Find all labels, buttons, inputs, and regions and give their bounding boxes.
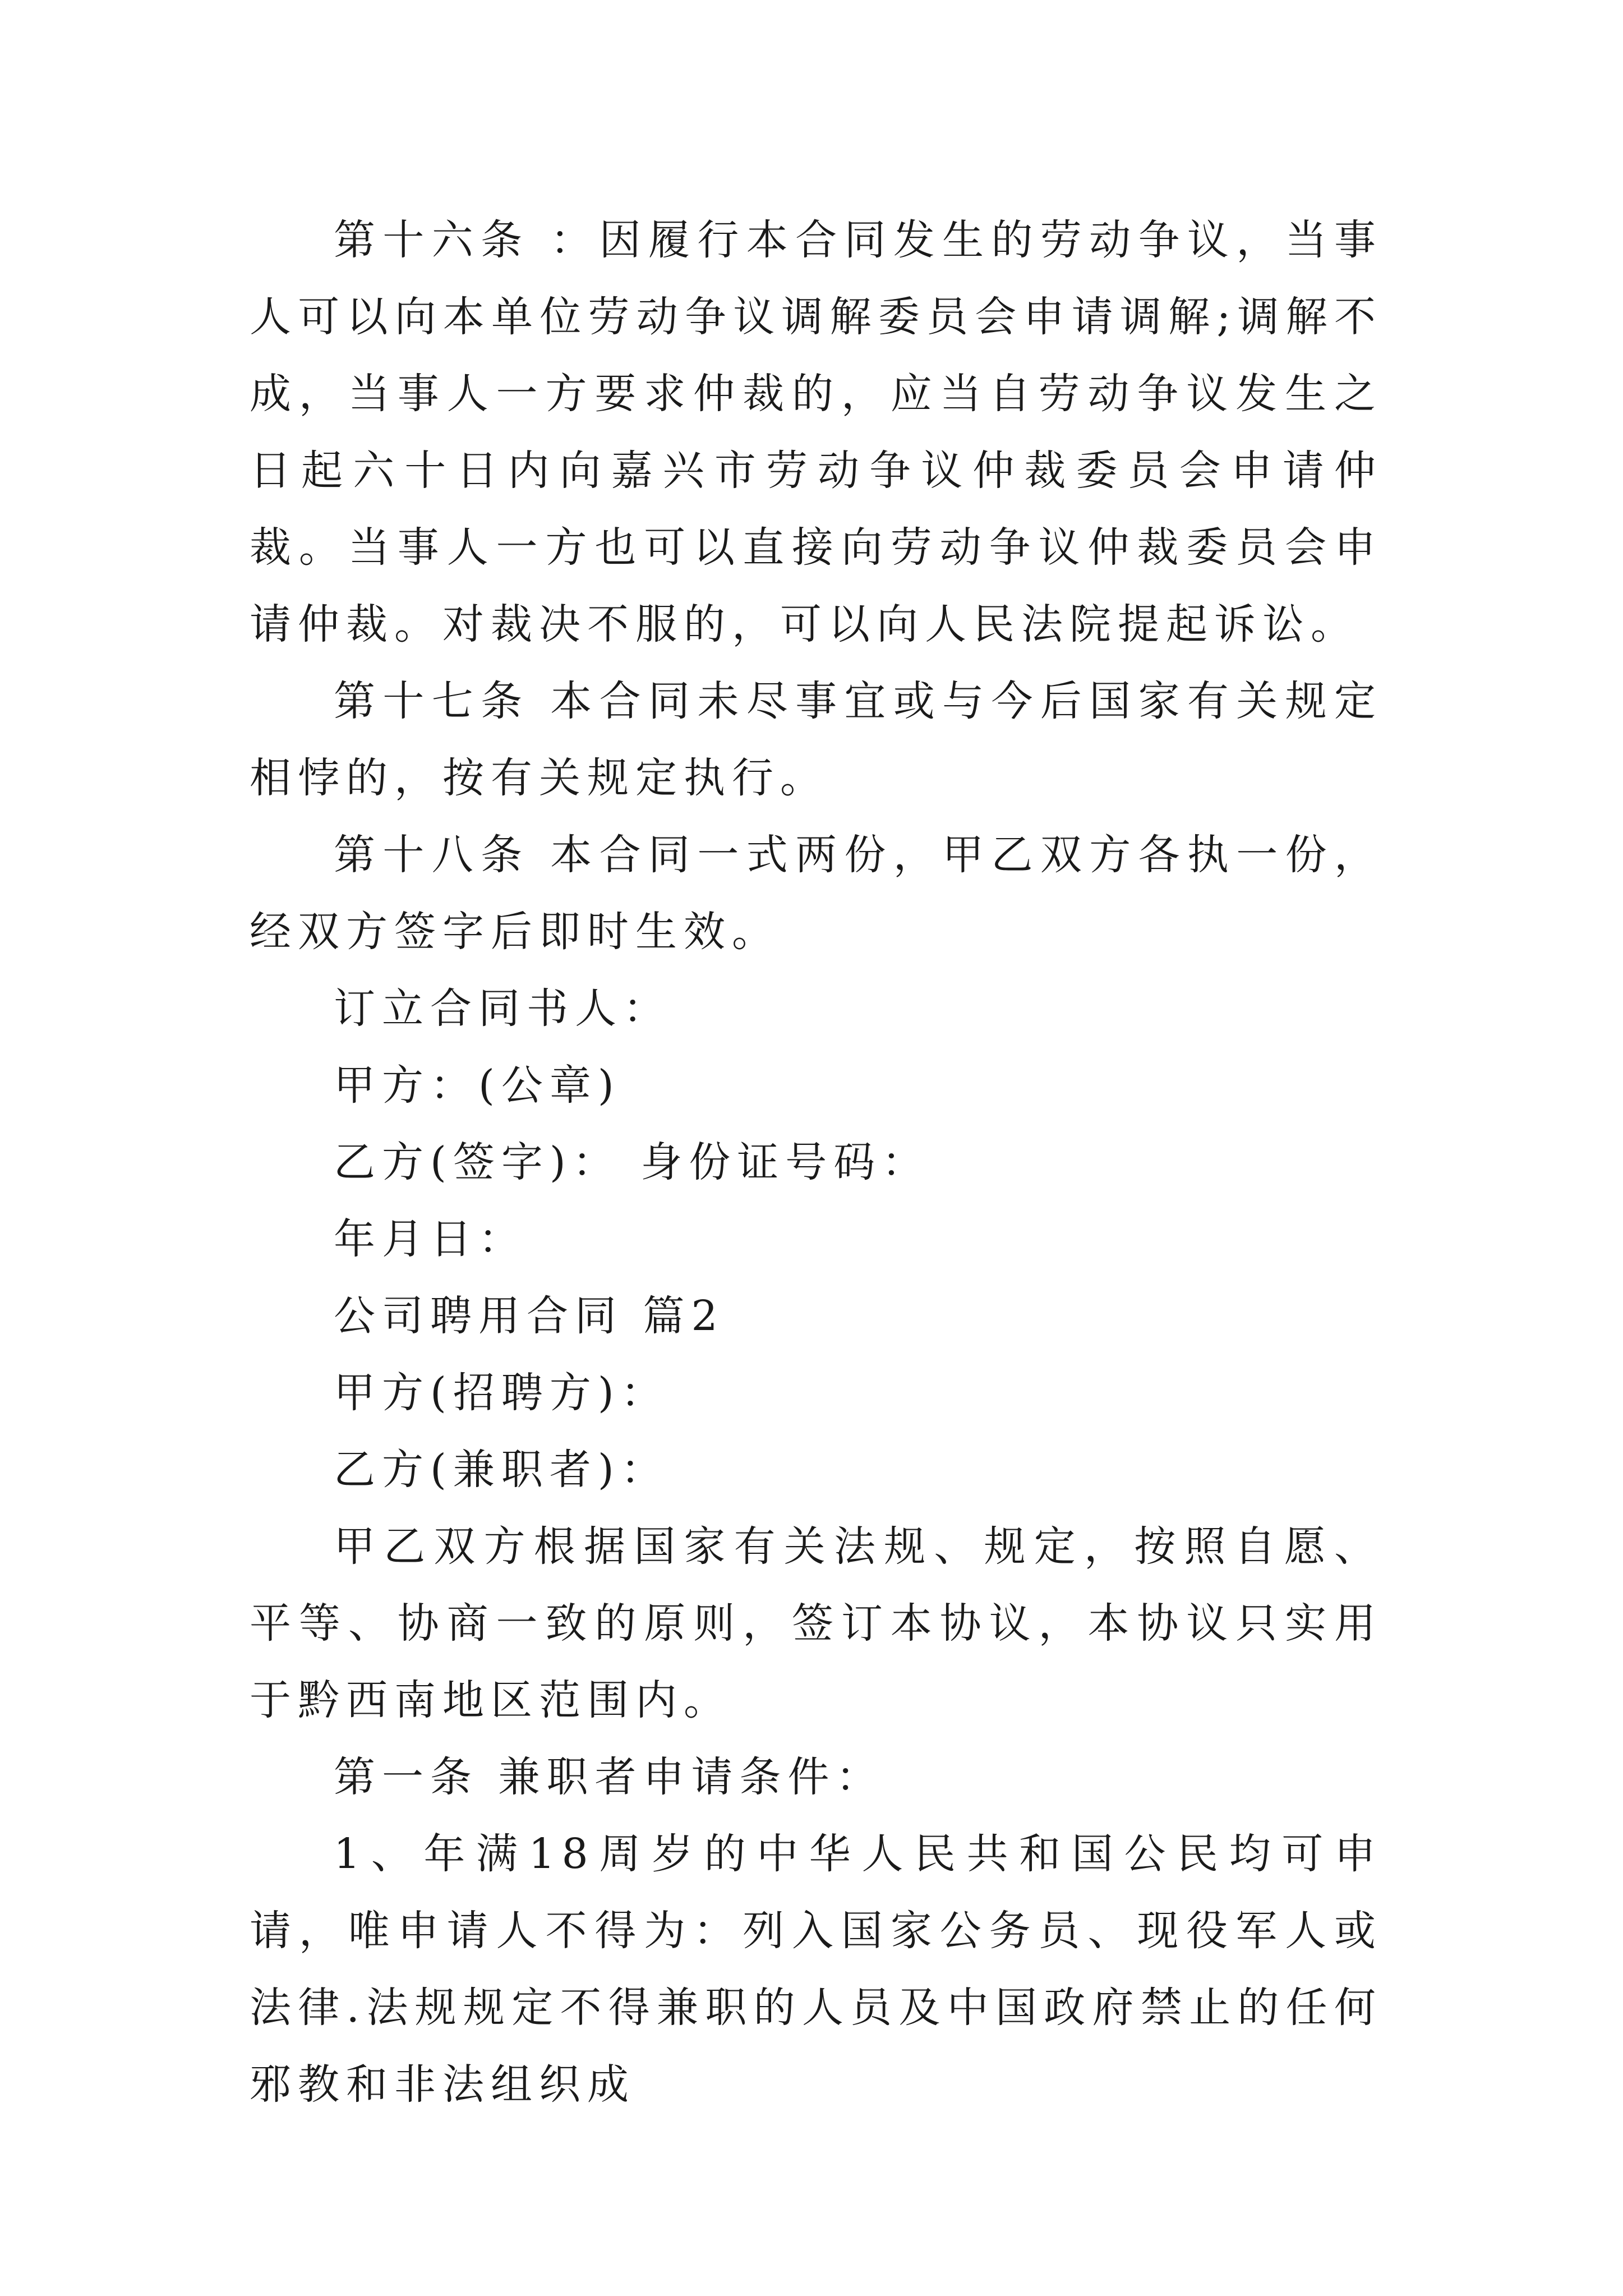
party-b-signature-line: 乙方(签字)： 身份证号码： [334,1138,930,1186]
contract-signatories-label: 订立合同书人： [334,984,671,1033]
party-b-parttimer-line: 乙方(兼职者)： [334,1446,669,1494]
party-a-recruiter-line: 甲方(招聘方)： [334,1369,669,1417]
condition-1-paragraph: 1、年满18周岁的中华人民共和国公民均可申请，唯申请人不得为：列入国家公务员、现役军人或法律.法规规定不得兼职的人员及中国政府禁止的任何邪教和非法组织成 [250,1830,1382,2109]
article-17-paragraph: 第十七条 本合同未尽事宜或与今后国家有关规定相悖的，按有关规定执行。 [250,677,1382,802]
article-1-heading: 第一条 兼职者申请条件： [334,1753,884,1801]
party-a-seal-line: 甲方：(公章) [334,1061,621,1110]
section-heading: 公司聘用合同 篇2 [334,1292,725,1340]
article-18-paragraph: 第十八条 本合同一式两份，甲乙双方各执一份，经双方签字后即时生效。 [250,831,1382,956]
document-body [250,202,1382,2123]
article-16-paragraph: 第十六条 ：因履行本合同发生的劳动争议，当事人可以向本单位劳动争议调解委员会申请调解;调解不成，当事人一方要求仲裁的，应当自劳动争议发生之日起六十日内向嘉兴市劳动争议仲裁委员会申请仲裁。当事人一方也可以直接向劳动争议仲裁委员会申请仲裁。对裁决不服的，可以向人民法院提起诉讼。 [250,216,1382,648]
date-line: 年月日： [334,1215,527,1263]
agreement-preamble-paragraph: 甲乙双方根据国家有关法规、规定，按照自愿、平等、协商一致的原则，签订本协议，本协议只实用于黔西南地区范围内。 [250,1522,1382,1724]
